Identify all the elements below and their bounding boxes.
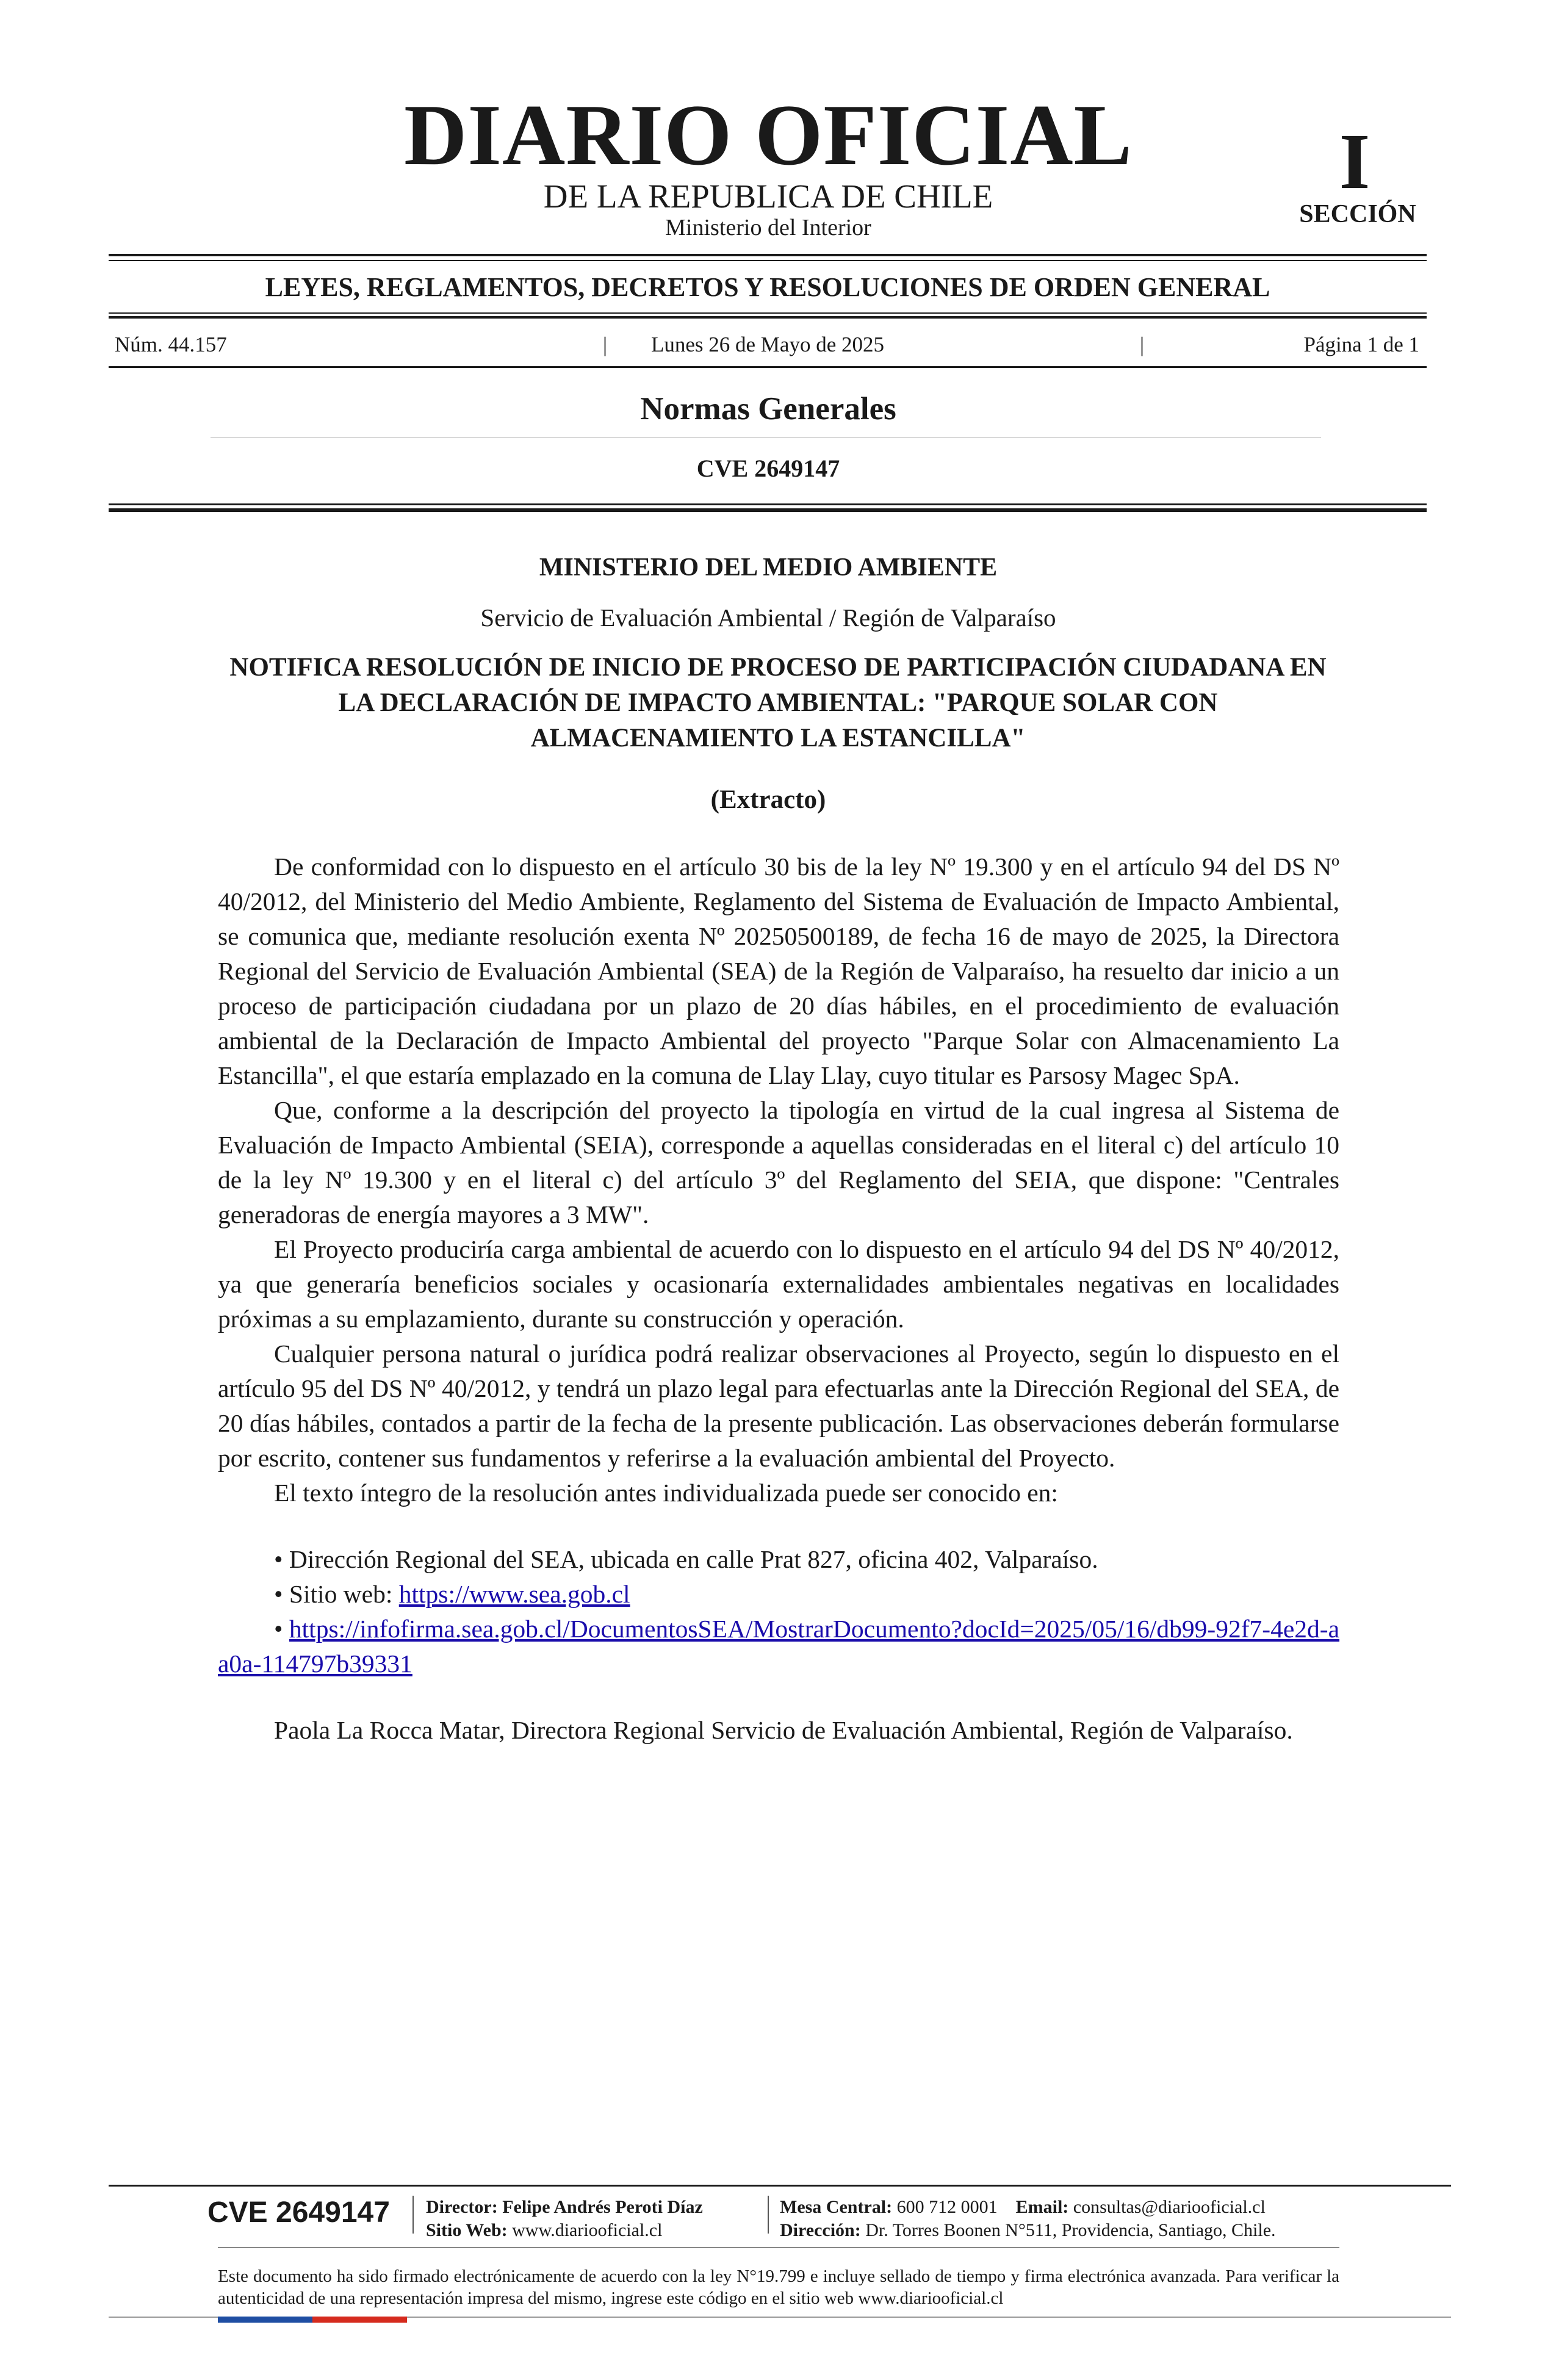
document-service: Servicio de Evaluación Ambiental / Región de Valparaíso	[480, 604, 1056, 632]
cve-rule-1	[109, 503, 1427, 505]
section-title-rule	[211, 437, 1321, 438]
paragraph: De conformidad con lo dispuesto en el artículo 30 bis de la ley Nº 19.300 y en el artículo 94 del DS Nº 40/2012, del Ministerio del Medio Ambiente, Reglamento del Sistema de Evaluación de Impacto Ambiental, se comunica que, mediante resolución exenta Nº 20250500189, de fecha 16 de mayo de 2025, la Directora Regional del Servicio de Evaluación Ambiental (SEA) de la Región de Valparaíso, ha resuelto dar inicio a un proceso de participación ciudadana por un plazo de 20 días hábiles, en el procedimiento de evaluación ambiental de la Declaración de Impacto Ambiental del proyecto "Parque Solar con Almacenamiento La Estancilla", el que estaría emplazado en la comuna de Llay Llay, cuyo titular es Parsosy Magec SpA.	[218, 853, 1339, 1089]
header-rule-top-thin	[109, 260, 1427, 261]
flag-stripe-blue	[218, 2317, 312, 2323]
page-indicator: Página 1 de 1	[1303, 333, 1419, 356]
issue-date: Lunes 26 de Mayo de 2025	[650, 333, 884, 356]
flag-stripe-red	[312, 2317, 407, 2323]
phone-value: 600 712 0001	[896, 2197, 998, 2217]
signature: Paola La Rocca Matar, Directora Regional Servicio de Evaluación Ambiental, Región de Valparaíso.	[274, 1716, 1293, 1744]
footer-rule-top	[109, 2185, 1451, 2187]
section-title: Normas Generales	[640, 391, 896, 427]
bullet-item-website	[218, 1577, 1339, 1612]
info-separator: |	[1140, 333, 1145, 356]
footer-director-block	[426, 2196, 768, 2242]
category-heading: LEYES, REGLAMENTOS, DECRETOS Y RESOLUCIONES DE ORDEN GENERAL	[265, 272, 1270, 302]
footer-contact-block	[780, 2196, 1390, 2242]
document-link[interactable]: https://infofirma.sea.gob.cl/DocumentosSEA/MostrarDocumento?docId=2025/05/16/db99-92f7-4e2d-aa0a-114797b39331	[218, 1615, 1340, 1678]
category-rule-2	[109, 316, 1427, 319]
footer-cve-code: CVE 2649147	[207, 2196, 390, 2229]
phone-label: Mesa Central:	[780, 2197, 893, 2217]
paragraph: El Proyecto produciría carga ambiental de acuerdo con lo dispuesto en el artículo 94 del DS Nº 40/2012, ya que generaría beneficios sociales y ocasionaría externalidades ambientales negativas en localidades próximas a su emplazamiento, durante su construcción y operación.	[218, 1235, 1339, 1333]
document-subtitle: (Extracto)	[710, 785, 826, 814]
newspaper-title: DIARIO OFICIAL	[404, 87, 1133, 183]
address-value: Dr. Torres Boonen N°511, Providencia, Santiago, Chile.	[865, 2220, 1276, 2240]
issue-number: Núm. 44.157	[115, 333, 227, 356]
bullet-prefix: • Sitio web:	[274, 1580, 399, 1608]
footer-divider	[768, 2196, 769, 2234]
email-label: Email:	[1015, 2197, 1069, 2217]
bullet-item-document-link	[218, 1612, 1339, 1681]
info-separator: |	[603, 333, 608, 356]
bullet-item-address: • Dirección Regional del SEA, ubicada en calle Prat 827, oficina 402, Valparaíso.	[274, 1545, 1098, 1573]
address-label: Dirección:	[780, 2220, 861, 2240]
section-number: I	[1339, 118, 1371, 206]
director-name: Felipe Andrés Peroti Díaz	[502, 2197, 703, 2217]
info-bar-rule	[109, 366, 1427, 368]
cve-rule-2	[109, 508, 1427, 512]
category-rule-1	[109, 312, 1427, 314]
paragraph: El texto íntegro de la resolución antes individualizada puede ser conocido en:	[274, 1479, 1058, 1507]
bullet-prefix: •	[274, 1615, 289, 1643]
document-ministry: MINISTERIO DEL MEDIO AMBIENTE	[539, 554, 998, 582]
paragraph: Cualquier persona natural o jurídica podrá realizar observaciones al Proyecto, según lo dispuesto en el artículo 95 del DS Nº 40/2012, y tendrá un plazo legal para efectuarlas ante la Dirección Regional del SEA, de 20 días hábiles, contados a partir de la fecha de la presente publicación. Las observaciones deberán formularse por escrito, contener sus fundamentos y referirse a la evaluación ambiental del Proyecto.	[218, 1340, 1339, 1472]
document-body	[218, 849, 1339, 1748]
newspaper-subtitle: DE LA REPUBLICA DE CHILE	[543, 178, 993, 215]
issue-info-bar	[109, 333, 1427, 363]
email-value: consultas@diariooficial.cl	[1073, 2197, 1266, 2217]
newspaper-ministry: Ministerio del Interior	[665, 215, 871, 240]
director-label: Director:	[426, 2197, 498, 2217]
cve-code: CVE 2649147	[696, 455, 840, 482]
footer-rule-middle	[218, 2247, 1339, 2248]
web-label: Sitio Web:	[426, 2220, 508, 2240]
footer-divider	[412, 2196, 414, 2234]
document-title: NOTIFICA RESOLUCIÓN DE INICIO DE PROCESO DE PARTICIPACIÓN CIUDADANA EN LA DECLARACIÓN DE IMPACTO AMBIENTAL: "PARQUE SOLAR CON ALMACENAMIENTO LA ESTANCILLA"	[229, 653, 1327, 752]
header-rule-top	[109, 254, 1427, 256]
paragraph: Que, conforme a la descripción del proyecto la tipología en virtud de la cual ingresa al Sistema de Evaluación de Impacto Ambiental (SEIA), corresponde a aquellas consideradas en el literal c) del artículo 10 de la ley Nº 19.300 y en el literal c) del artículo 3º del Reglamento del SEIA, que dispone: "Centrales generadoras de energía mayores a 3 MW".	[218, 1096, 1339, 1228]
website-link[interactable]: https://www.sea.gob.cl	[398, 1580, 630, 1608]
section-label: SECCIÓN	[1299, 200, 1416, 228]
footer-signature-note: Este documento ha sido firmado electrónicamente de acuerdo con la ley N°19.799 e incluye sellado de tiempo y firma electrónica avanzada. Para verificar la autenticidad de una representación impresa del mismo, ingrese este código en el sitio web www.diariooficial.cl	[218, 2266, 1339, 2308]
web-value: www.diariooficial.cl	[512, 2220, 663, 2240]
